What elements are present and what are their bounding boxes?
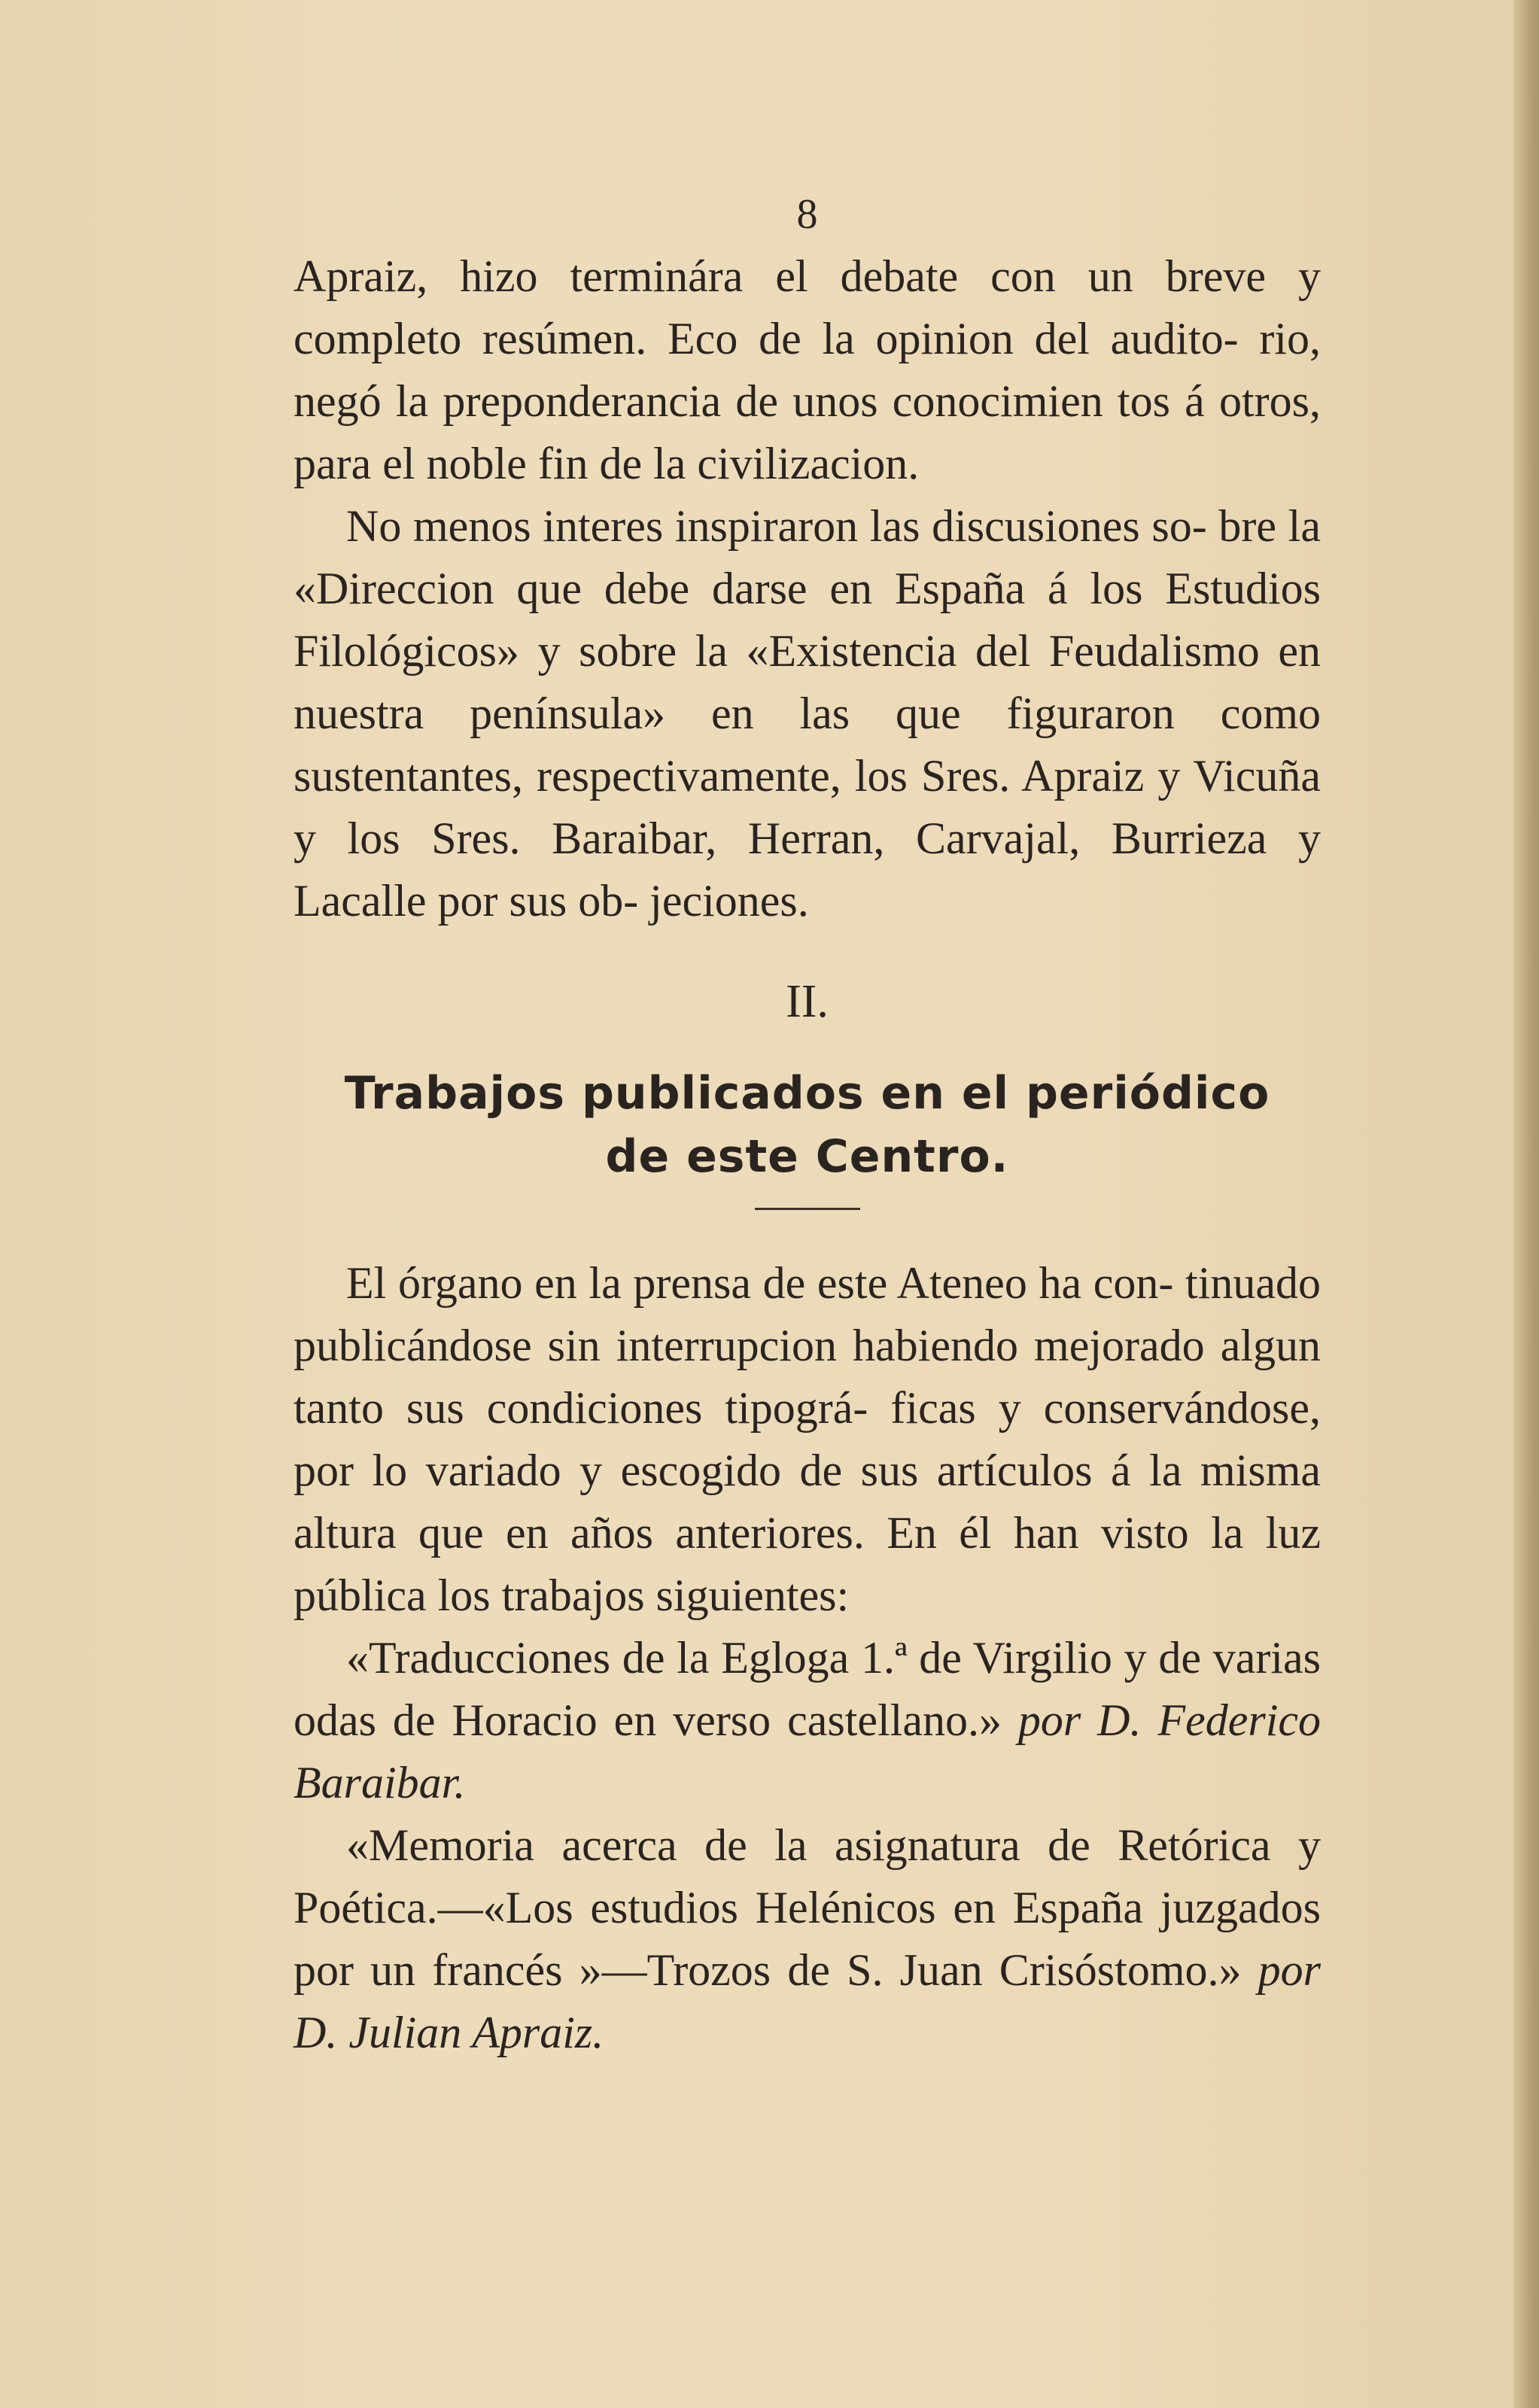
paragraph-discussions: No menos interes inspiraron las discusiones so- bre la «Direccion que debe darse en España á los Estudios Filológicos» y sobre la «Existencia del Feudalismo en nuestra península» en las que figuraron como sustentantes, respectivamente, los Sres. Apraiz y Vicuña y los Sres. Baraibar, Herran, Carvajal, Burrieza y Lacalle por sus ob- jeciones. xyxy=(294,501,1321,926)
section-title-line-1: Trabajos publicados en el periódico xyxy=(344,1067,1270,1120)
entry-title: «Memoria acerca de la asignatura de Retórica y Poética.—«Los estudios Helénicos en España juzgados por un francés »—Trozos de S. Juan Crisóstomo.» xyxy=(294,1820,1321,1995)
entry-author: por D. Julian Apraiz. xyxy=(294,1945,1322,2057)
entry-item xyxy=(294,1814,1321,2064)
entry-item xyxy=(294,1627,1321,1814)
entry-author: por D. Federico Baraibar. xyxy=(294,1695,1322,1808)
paragraph-intro: El órgano en la prensa de este Ateneo ha con- tinuado publicándose sin interrupcion habiendo mejorado algun tanto sus condiciones tipográ- ficas y conservándose, por lo variado y escogido de sus artículos á la misma altura que en años anteriores. En él han visto la luz pública los trabajos siguientes: xyxy=(294,1258,1321,1620)
paragraph-debate: Apraiz, hizo terminára el debate con un breve y completo resúmen. Eco de la opinion del audito- rio, negó la preponderancia de unos conocimien tos á otros, para el noble fin de la civilizacion. xyxy=(294,251,1321,488)
page-text xyxy=(294,188,1321,2064)
section-title-line-2: de este Centro. xyxy=(605,1130,1009,1183)
page-number: 8 xyxy=(796,191,818,238)
page-edge xyxy=(1513,0,1539,2408)
section-number: II. xyxy=(786,976,829,1027)
divider-rule xyxy=(755,1208,860,1210)
entry-title: «Traducciones de la Egloga 1.ª de Virgilio y de varias odas de Horacio en verso castellano.» xyxy=(294,1633,1321,1745)
